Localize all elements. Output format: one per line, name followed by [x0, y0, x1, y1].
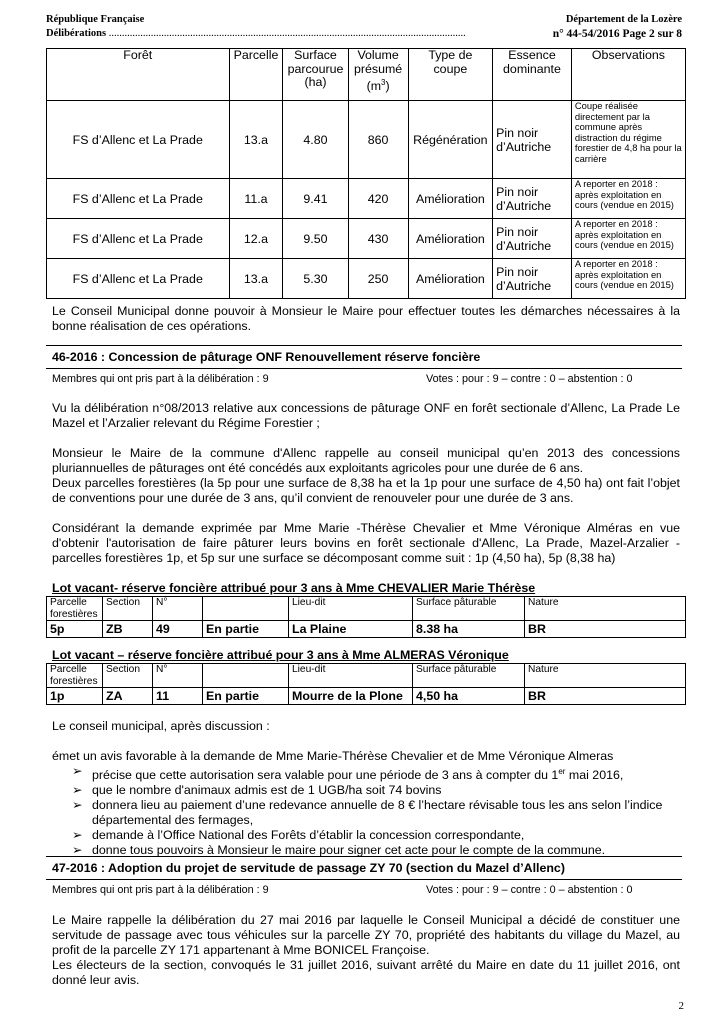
decision-list [72, 764, 672, 858]
table-header-row [47, 49, 686, 101]
section-47-votes: Votes : pour : 9 – contre : 0 – abstention : 0 [426, 884, 633, 896]
section-46-p5: Le conseil municipal, après discussion : [52, 719, 270, 733]
forest-cuts-table [46, 48, 686, 299]
col-observations: Observations [571, 49, 685, 101]
list-item: ➢ demande à l’Office National des Forêts d’établir la concession correspondante, [72, 828, 525, 843]
col-essence: Essence dominante [493, 49, 572, 101]
table-header-row: Parcelle forestières Section N° Lieu-dit Surface pâturable Nature [47, 597, 686, 621]
section-47-members: Membres qui ont pris part à la délibération : 9 [52, 884, 269, 896]
section-divider [46, 368, 682, 369]
col-foret: Forêt [47, 49, 230, 101]
table-row: FS d’Allenc et La Prade 11.a 9.41 420 Amélioration Pin noir d’Autriche A reporter en 2018 : après exploitation en cours (vendue en 2015) [47, 179, 686, 219]
header-page: Page 2 sur 8 [622, 28, 682, 40]
list-item: ➢ précise que cette autorisation sera valable pour une période de 3 ans à compter du 1er mai 2016, [72, 764, 624, 783]
section-46-p1: Vu la délibération n°08/2013 relative aux concessions de pâturage ONF en forêt sectionale d’Allenc, La Prade Le Mazel et l’Arzalier relevant du Régime Forestier ; [52, 401, 680, 430]
arrow-bullet-icon: ➢ [72, 798, 83, 813]
section-47-title: 47-2016 : Adoption du projet de servitude de passage ZY 70 (section du Mazel d’Allenc) [52, 861, 565, 875]
lot2-title: Lot vacant – réserve foncière attribué pour 3 ans à Mme ALMERAS Véronique [52, 648, 509, 662]
section-46-members: Membres qui ont pris part à la délibération : 9 [52, 373, 269, 385]
para-pouvoir: Le Conseil Municipal donne pouvoir à Monsieur le Maire pour effectuer toutes les démarches nécessaires à la bonne réalisation de ces opérations. [52, 304, 680, 333]
col-parcelle: Parcelle [229, 49, 283, 101]
lot1-title: Lot vacant- réserve foncière attribué pour 3 ans à Mme CHEVALIER Marie Thérèse [52, 581, 536, 595]
header-departement: Département de la Lozère [565, 14, 682, 25]
arrow-bullet-icon: ➢ [72, 843, 83, 858]
section-46-p6: émet un avis favorable à la demande de Mme Marie-Thérèse Chevalier et de Mme Véronique Almeras [52, 749, 614, 763]
section-47-p1: Le Maire rappelle la délibération du 27 mai 2016 par laquelle le Conseil Municipal a décidé de constituer une servitude de passage avec tous véhicules sur la parcelle ZY 70, propriété des habitants du village du Mazel, au profit de la parcelle ZY 171 appartenant à Mme BONICEL Françoise. [52, 913, 680, 957]
header-republique: République Française [46, 14, 145, 25]
section-46-title: 46-2016 : Concession de pâturage ONF Renouvellement réserve foncière [52, 350, 481, 364]
section-divider [46, 856, 682, 857]
col-volume: Volume présumé $(m^3)$ [348, 49, 408, 101]
table-row: FS d’Allenc et La Prade 13.a 5.30 250 Amélioration Pin noir d’Autriche A reporter en 2018 : après exploitation en cours (vendue en 2015) [47, 259, 686, 299]
table-row: FS d’Allenc et La Prade 13.a 4.80 860 Régénération Pin noir d’Autriche Coupe réalisée directement par la commune après distraction du régime forestier de 4,8 ha pour la carrière [47, 101, 686, 179]
arrow-bullet-icon: ➢ [72, 783, 83, 798]
table-row: 5p ZB 49 En partie La Plaine 8.38 ha BR [47, 621, 686, 638]
list-item: ➢ donnera lieu au paiement d’une redevance annuelle de 8 € l’hectare révisable tous les ans selon l’indice départemental des fermages, [72, 798, 663, 828]
section-47-p2: Les électeurs de la section, convoqués le 31 juillet 2016, suivant arrêté du Maire en date du 11 juillet 2016, ont donné leur avis. [52, 958, 680, 987]
header-ref-block [551, 28, 682, 40]
list-item: ➢ que le nombre d'animaux admis est de 1 UGB/ha soit 74 bovins [72, 783, 442, 798]
section-46-p2: Monsieur le Maire de la commune d'Allenc rappelle au conseil municipal qu’en 2013 des concessions pluriannuelles de pâturages ont été concédés aux exploitants agricoles pour une durée de 6 ans. [52, 446, 680, 475]
list-item: ➢ donne tous pouvoirs à Monsieur le maire pour signer cet acte pour le compte de la commune. [72, 843, 606, 858]
page-number: 2 [678, 1000, 684, 1012]
table-header-row: Parcelle forestières Section N° Lieu-dit Surface pâturable Nature [47, 664, 686, 688]
header-ref: n° 44-54/2016 [552, 28, 620, 40]
header-deliberations: Délibérations [46, 28, 107, 39]
section-46-p4: Considérant la demande exprimée par Mme Marie -Thérèse Chevalier et Mme Véronique Alméras en vue d'obtenir l'autorisation de faire pâturer leurs bovins en forêt sectionale d'Allenc, La Prade, Mazel-Arzalier - parcelles forestières 1p, et 5p sur une surface se décomposant comme suit : 1p (4,50 ha), 5p (8,38 ha) [52, 521, 680, 565]
table-row: FS d’Allenc et La Prade 12.a 9.50 430 Amélioration Pin noir d’Autriche A reporter en 2018 : après exploitation en cours (vendue en 2015) [47, 219, 686, 259]
arrow-bullet-icon: ➢ [72, 764, 83, 778]
table-row: 1p ZA 11 En partie Mourre de la Plone 4,50 ha BR [47, 688, 686, 705]
lot2-table [46, 663, 686, 705]
section-46-votes: Votes : pour : 9 – contre : 0 – abstention : 0 [426, 373, 633, 385]
arrow-bullet-icon: ➢ [72, 828, 83, 843]
section-divider [46, 345, 682, 346]
col-type: Type de coupe [408, 49, 492, 101]
section-divider [46, 879, 682, 880]
lot1-table [46, 596, 686, 638]
header-dots: ........................................................................................................................................ [108, 28, 466, 39]
col-surface: Surface parcourue (ha) [283, 49, 348, 101]
section-46-p3: Deux parcelles forestières (la 5p pour une surface de 8,38 ha et la 1p pour une surface de 4,50 ha) ont fait l’objet de conventions pour une durée de 3 ans, qu’il convient de renouveler pour une durée de 3 ans. [52, 476, 680, 505]
